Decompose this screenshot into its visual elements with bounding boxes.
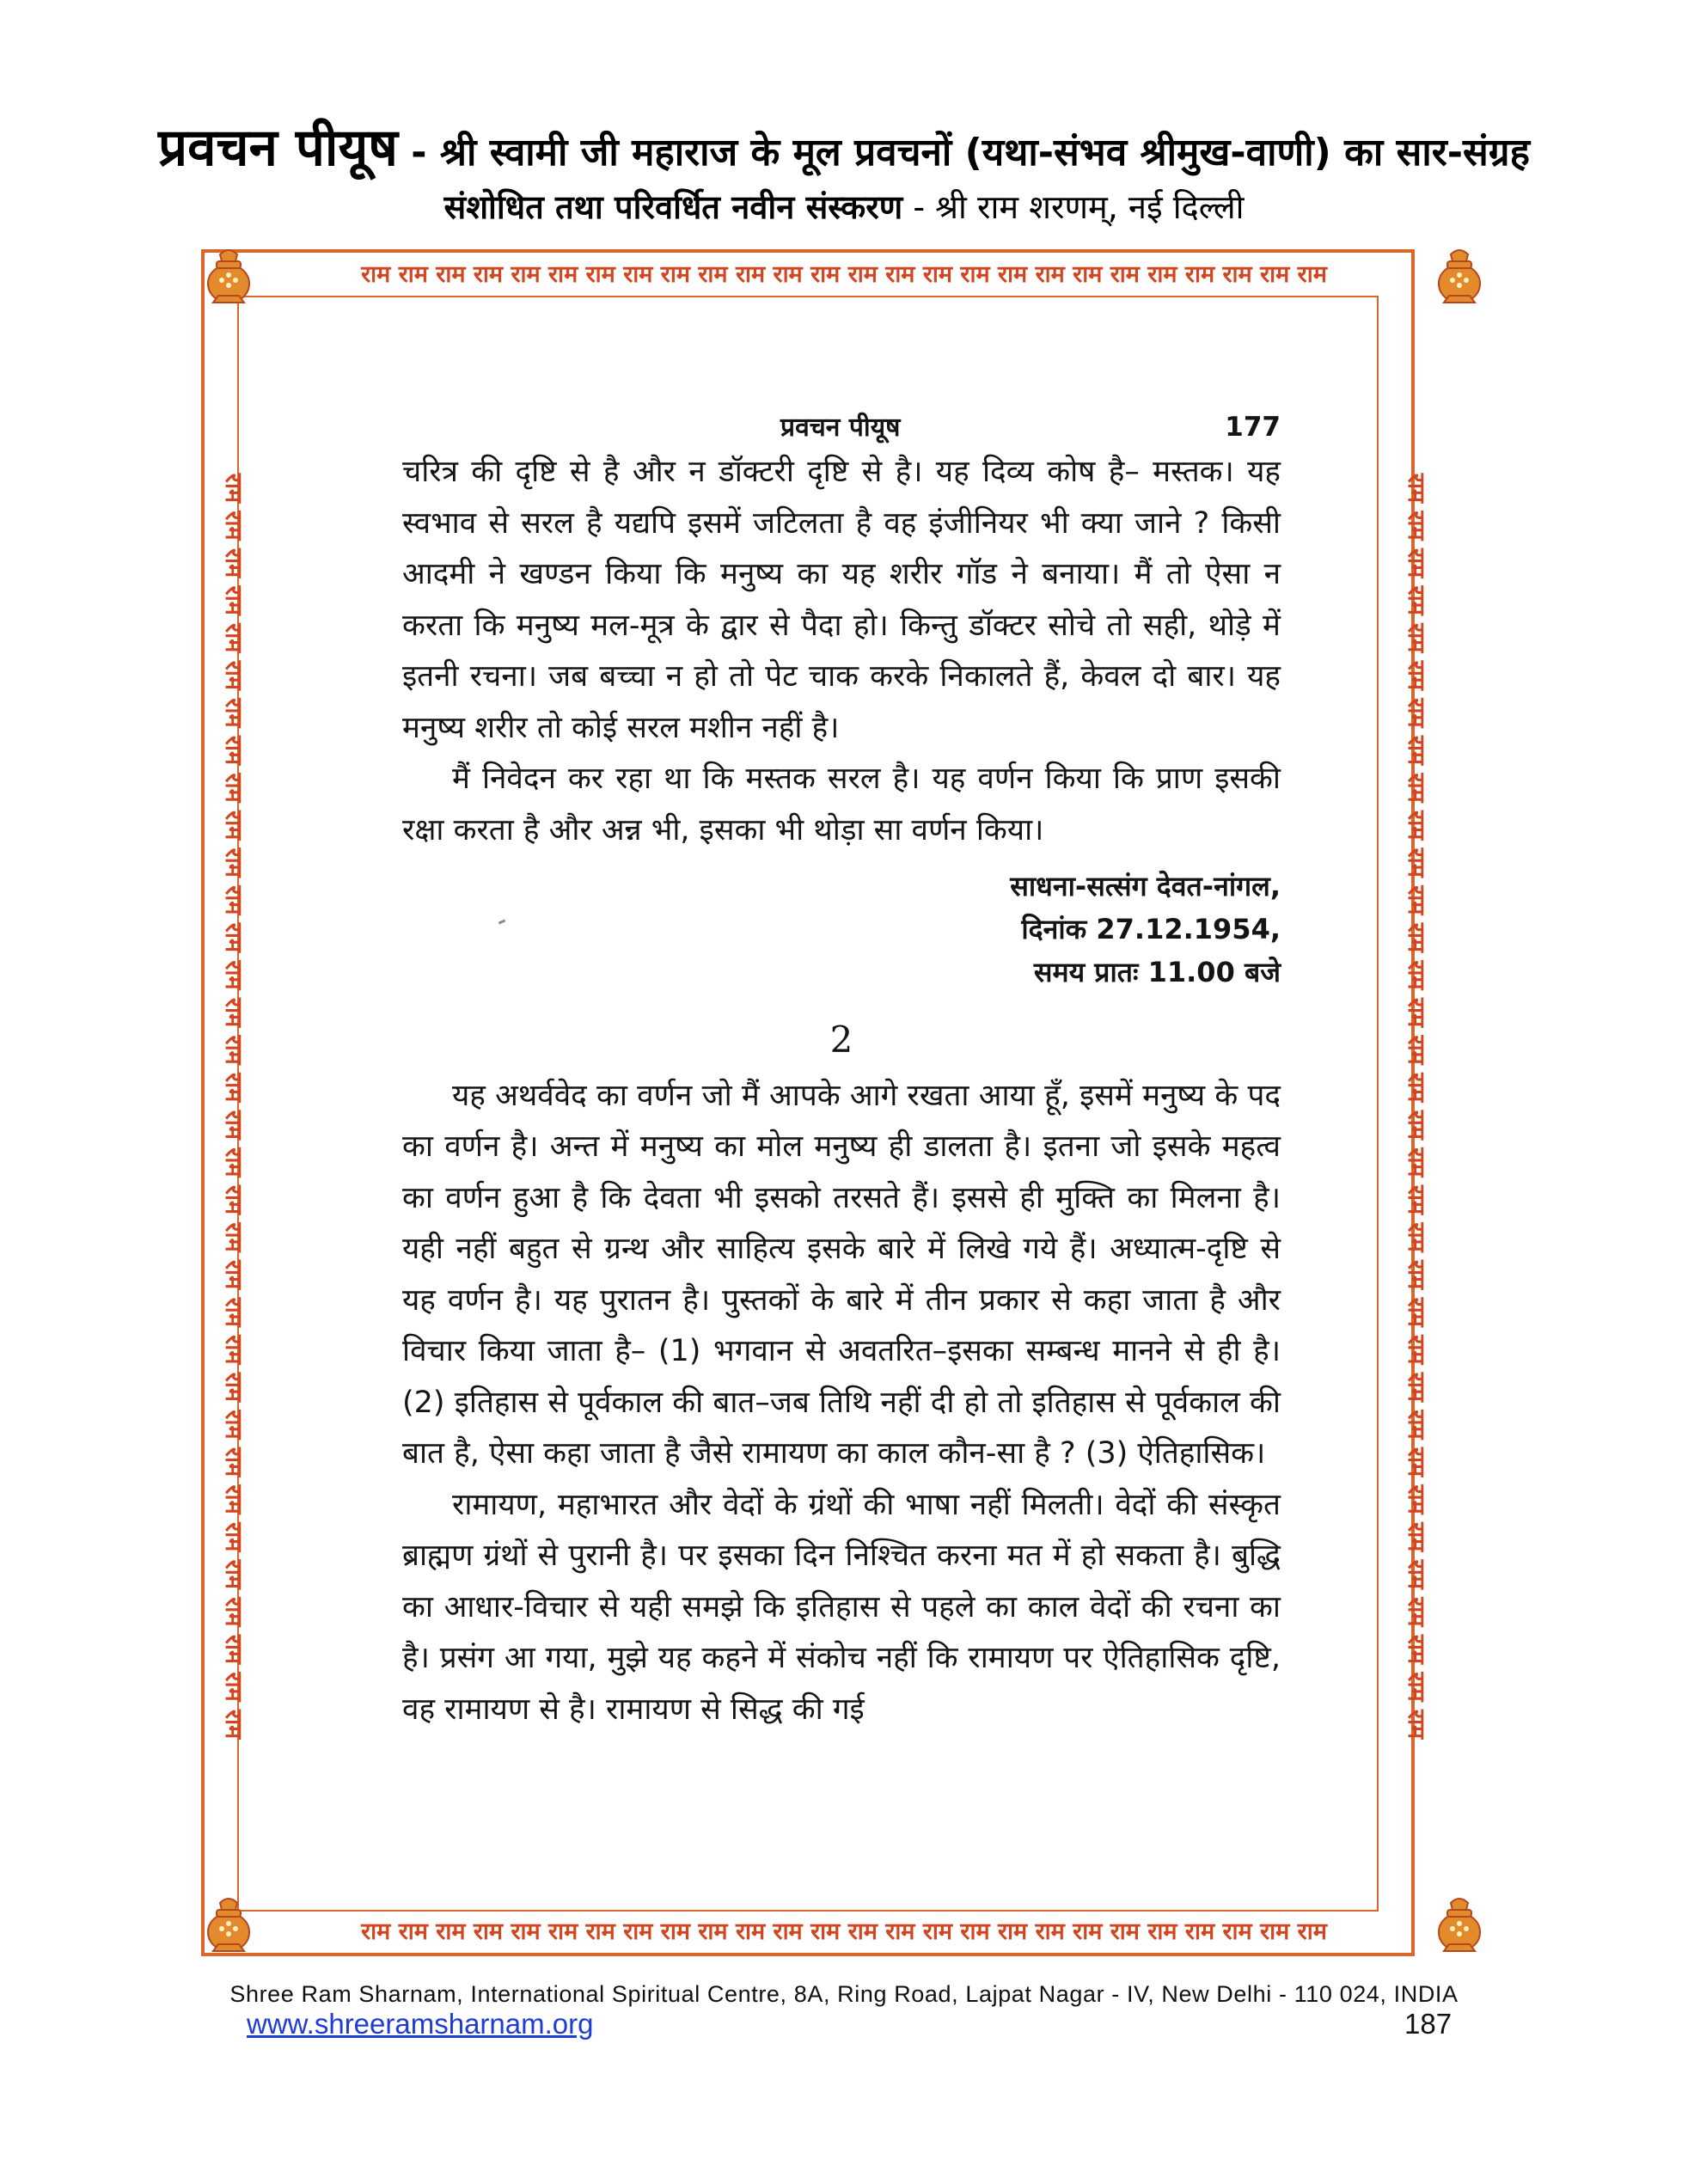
header-publisher: - श्री राम शरणम्, नई दिल्ली: [902, 188, 1245, 226]
signature-place: साधना-सत्संग देवत-नांगल,: [1010, 870, 1281, 902]
book-page-number: 177: [1225, 412, 1281, 443]
footer-page-number: 187: [1404, 2008, 1453, 2040]
decorative-pot-icon: [1432, 1894, 1487, 1956]
discourse-signature: [402, 865, 1281, 994]
decorative-pot-icon: [201, 1894, 256, 1956]
website-link[interactable]: www.shreeramsharnam.org: [247, 2008, 594, 2040]
header-description: - श्री स्वामी जी महाराज के मूल प्रवचनों (यथा-संभव श्रीमुख-वाणी) का सार-संग्रह: [397, 131, 1530, 174]
section-number: 2: [829, 1019, 853, 1061]
header-book-title: प्रवचन पीयूष: [158, 118, 398, 178]
decorative-pot-icon: [1432, 246, 1487, 308]
paragraph: मैं निवेदन कर रहा था कि मस्तक सरल है। यह वर्णन किया कि प्राण इसकी रक्षा करता है और अन्न भी, इसका भी थोड़ा सा वर्णन किया।: [402, 762, 1281, 847]
border-text-right: राम राम राम राम राम राम राम राम राम राम राम राम राम राम राम राम राम राम राम राम राम राम राम राम राम राम राम राम राम राम राम राम राम राम: [1403, 473, 1429, 1740]
document-header-subtitle: [0, 184, 1688, 229]
signature-date: दिनांक 27.12.1954,: [1021, 913, 1281, 945]
header-edition: संशोधित तथा परिवर्धित नवीन संस्करण: [443, 188, 903, 226]
decorative-pot-icon: [201, 246, 256, 308]
running-header: [402, 395, 1281, 447]
footer-address: Shree Ram Sharnam, International Spiritual Centre, 8A, Ring Road, Lajpat Nagar - IV, New Delhi - 110 024, INDIA: [229, 1981, 1459, 2007]
running-title: प्रवचन पीयूष: [780, 413, 901, 443]
border-text-bottom: राम राम राम राम राम राम राम राम राम राम राम राम राम राम राम राम राम राम राम राम राम राम राम राम राम राम: [361, 1918, 1327, 1945]
border-text-left: राम राम राम राम राम राम राम राम राम राम राम राम राम राम राम राम राम राम राम राम राम राम राम राम राम राम राम राम राम राम राम राम राम राम: [220, 473, 247, 1740]
paragraph: चरित्र की दृष्टि से है और न डॉक्टरी दृष्टि से है। यह दिव्य कोष है– मस्तक। यह स्वभाव से सरल है यद्यपि इसमें जटिलता है वह इंजीनियर भी क्या जाने ? किसी आदमी ने खण्डन किया कि मनुष्य का यह शरीर गॉड ने बनाया। मैं तो ऐसा न करता कि मनुष्य मल-मूत्र के द्वार से पैदा हो। किन्तु डॉक्टर सोचे तो सही, थोड़े में इतनी रचना। जब बच्चा न हो तो पेट चाक करके निकालते हैं, केवल दो बार। यह मनुष्य शरीर तो कोई सरल मशीन नहीं है।: [402, 455, 1281, 745]
book-page: [402, 395, 1281, 1735]
paragraph: रामायण, महाभारत और वेदों के ग्रंथों की भाषा नहीं मिलती। वेदों की संस्कृत ब्राह्मण ग्रंथों से पुरानी है। पर इसका दिन निश्चित करना मत में हो सकता है। बुद्धि का आधार-विचार से यही समझे कि इतिहास से पहले का काल वेदों की रचना का है। प्रसंग आ गया, मुझे यह कहने में संकोच नहीं कि रामायण पर ऐतिहासिक दृष्टि, वह रामायण से है। रामायण से सिद्ध की गई: [402, 1487, 1281, 1727]
border-text-top: राम राम राम राम राम राम राम राम राम राम राम राम राम राम राम राम राम राम राम राम राम राम राम राम राम राम: [361, 261, 1327, 288]
signature-time: समय प्रातः 11.00 बजे: [1033, 956, 1281, 988]
document-header-title: [0, 110, 1688, 180]
paragraph: यह अथर्ववेद का वर्णन जो मैं आपके आगे रखता आया हूँ, इसमें मनुष्य के पद का वर्णन है। अन्त में मनुष्य का मोल मनुष्य ही डालता है। इतना जो इसके महत्व का वर्णन हुआ है कि देवता भी इसको तरसते हैं। इससे ही मुक्ति का मिलना है। यही नहीं बहुत से ग्रन्थ और साहित्य इसके बारे में लिखे गये हैं। अध्यात्म-दृष्टि से यह वर्णन है। यह पुरातन है। पुस्तकों के बारे में तीन प्रकार से कहा जाता है और विचार किया जाता है– (1) भगवान से अवतरित–इसका सम्बन्ध मानने से ही है। (2) इतिहास से पूर्वकाल की बात–जब तिथि नहीं दी हो तो इतिहास से पूर्वकाल की बात है, ऐसा कहा जाता है जैसे रामायण का काल कौन-सा है ? (3) ऐतिहासिक।: [402, 1078, 1281, 1471]
